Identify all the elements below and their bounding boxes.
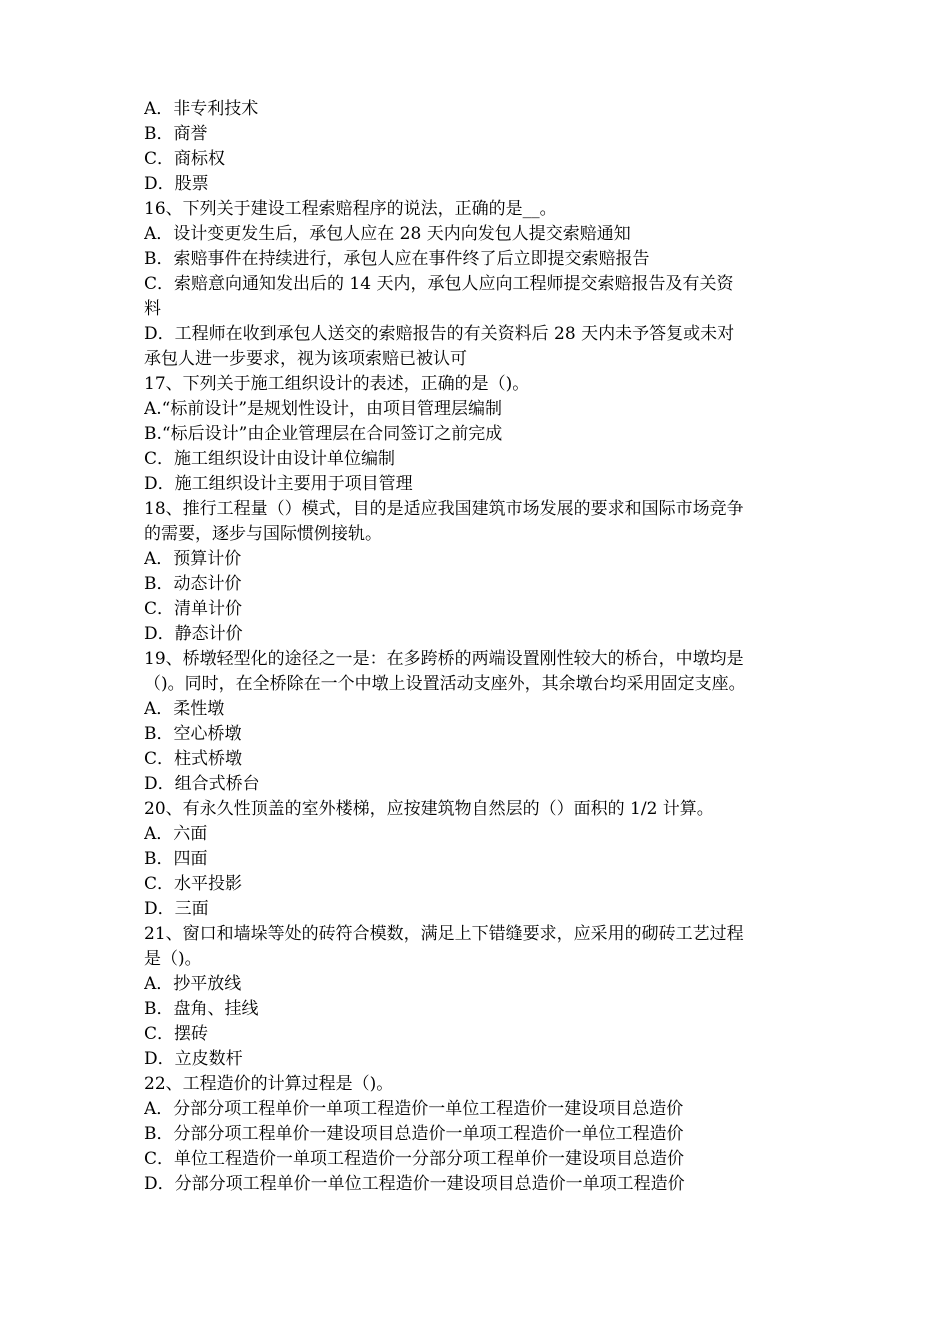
text-line: D．组合式桥台 bbox=[144, 774, 260, 794]
text-line: A．非专利技术 bbox=[144, 99, 259, 119]
text-line: C．单位工程造价一单项工程造价一分部分项工程单价一建设项目总造价 bbox=[144, 1149, 685, 1169]
text-line: B．动态计价 bbox=[144, 574, 242, 594]
text-line: B.“标后设计”由企业管理层在合同签订之前完成 bbox=[144, 424, 503, 444]
text-line: A.“标前设计”是规划性设计，由项目管理层编制 bbox=[144, 399, 503, 419]
text-line: C．索赔意向通知发出后的 14 天内，承包人应向工程师提交索赔报告及有关资 bbox=[144, 274, 734, 294]
text-line: A．预算计价 bbox=[144, 549, 242, 569]
text-line: B．四面 bbox=[144, 849, 208, 869]
question-20: 20、有永久性顶盖的室外楼梯，应按建筑物自然层的（）面积的 1/2 计算。 bbox=[144, 799, 714, 819]
text-line: B．商誉 bbox=[144, 124, 208, 144]
text-line: B．索赔事件在持续进行，承包人应在事件终了后立即提交索赔报告 bbox=[144, 249, 650, 269]
text-line: D．静态计价 bbox=[144, 624, 243, 644]
text-line: D．股票 bbox=[144, 174, 209, 194]
text-line: 承包人进一步要求，视为该项索赔已被认可 bbox=[144, 349, 467, 369]
question-17: 17、下列关于施工组织设计的表述，正确的是（)。 bbox=[144, 374, 530, 394]
text-line: A．分部分项工程单价一单项工程造价一单位工程造价一建设项目总造价 bbox=[144, 1099, 684, 1119]
question-16: 16、下列关于建设工程索赔程序的说法，正确的是__。 bbox=[144, 199, 557, 219]
text-line: 料 bbox=[144, 299, 161, 319]
question-19: 19、桥墩轻型化的途径之一是：在多跨桥的两端设置刚性较大的桥台，中墩均是 bbox=[144, 649, 744, 669]
question-22: 22、工程造价的计算过程是（)。 bbox=[144, 1074, 394, 1094]
text-line: D．分部分项工程单价一单位工程造价一建设项目总造价一单项工程造价 bbox=[144, 1174, 685, 1194]
document-page bbox=[144, 97, 816, 1197]
text-line: C．商标权 bbox=[144, 149, 226, 169]
text-line: 的需要，逐步与国际惯例接轨。 bbox=[144, 524, 382, 544]
text-line: C．施工组织设计由设计单位编制 bbox=[144, 449, 396, 469]
text-line: A．柔性墩 bbox=[144, 699, 225, 719]
text-line: （)。同时，在全桥除在一个中墩上设置活动支座外，其余墩台均采用固定支座。 bbox=[144, 674, 746, 694]
text-line: 是（)。 bbox=[144, 949, 202, 969]
text-line: D．工程师在收到承包人送交的索赔报告的有关资料后 28 天内未予答复或未对 bbox=[144, 324, 735, 344]
text-line: A．抄平放线 bbox=[144, 974, 242, 994]
text-line: C．清单计价 bbox=[144, 599, 243, 619]
text-line: B．空心桥墩 bbox=[144, 724, 242, 744]
text-line: B．盘角、挂线 bbox=[144, 999, 259, 1019]
text-line: A．六面 bbox=[144, 824, 208, 844]
question-21: 21、窗口和墙垛等处的砖符合模数，满足上下错缝要求，应采用的砌砖工艺过程 bbox=[144, 924, 744, 944]
text-line: C．摆砖 bbox=[144, 1024, 209, 1044]
text-line: A．设计变更发生后，承包人应在 28 天内向发包人提交索赔通知 bbox=[144, 224, 631, 244]
text-line: B．分部分项工程单价一建设项目总造价一单项工程造价一单位工程造价 bbox=[144, 1124, 684, 1144]
question-18: 18、推行工程量（）模式，目的是适应我国建筑市场发展的要求和国际市场竞争 bbox=[144, 499, 744, 519]
text-line: C．柱式桥墩 bbox=[144, 749, 243, 769]
text-line: D．立皮数杆 bbox=[144, 1049, 243, 1069]
text-line: D．施工组织设计主要用于项目管理 bbox=[144, 474, 413, 494]
text-line: C．水平投影 bbox=[144, 874, 243, 894]
text-line: D．三面 bbox=[144, 899, 209, 919]
